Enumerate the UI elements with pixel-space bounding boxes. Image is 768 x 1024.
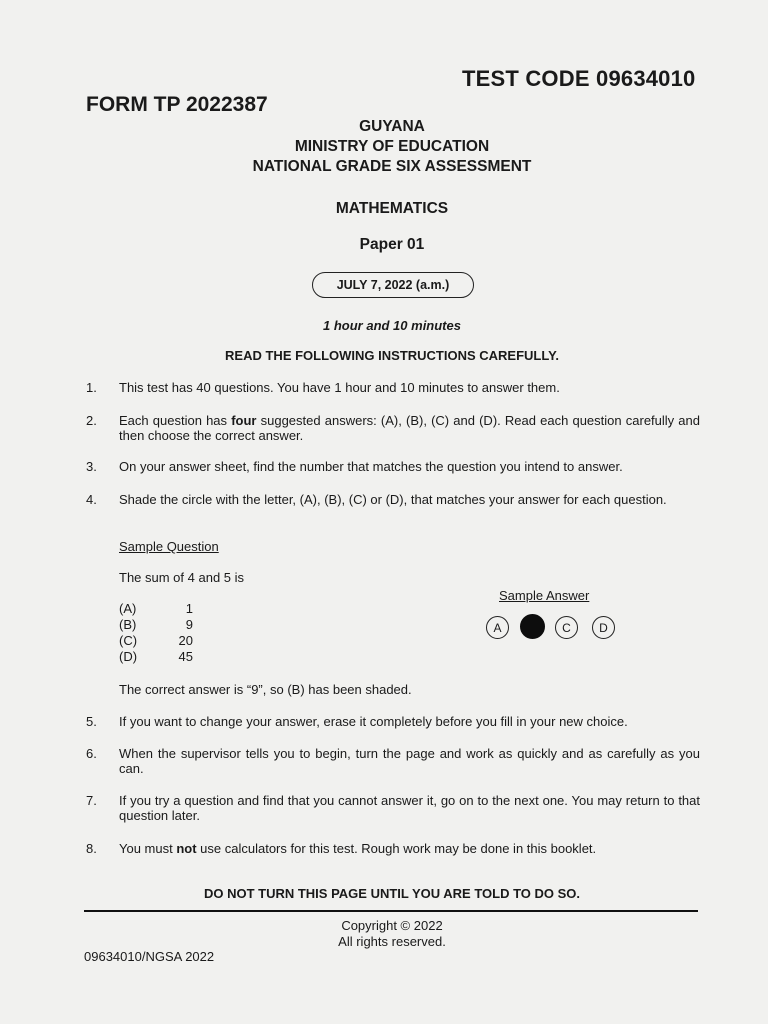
instruction-number: 6. — [86, 746, 97, 761]
subject-heading: MATHEMATICS — [335, 200, 449, 217]
instruction-text: Each question has four suggested answers: (A), (B), (C) and (D). Read each question carefully and then choose the correct answer. — [119, 413, 701, 443]
instruction-text: If you want to change your answer, erase it completely before you fill in your new choice. — [119, 714, 628, 729]
answer-bubble-c: C — [555, 616, 578, 639]
option-value: 45 — [178, 649, 193, 664]
option-value: 1 — [185, 601, 193, 616]
do-not-turn-warning: DO NOT TURN THIS PAGE UNTIL YOU ARE TOLD TO DO SO. — [203, 886, 581, 901]
instruction-text: This test has 40 questions. You have 1 hour and 10 minutes to answer them. — [119, 380, 560, 395]
instruction-number: 8. — [86, 841, 97, 856]
instruction-number: 1. — [86, 380, 97, 395]
instruction-text: When the supervisor tells you to begin, turn the page and work as quickly and as carefully as you can. — [119, 746, 700, 776]
sample-question-title: Sample Question — [119, 539, 219, 554]
form-code: FORM TP 2022387 — [86, 93, 268, 116]
footer-divider — [84, 910, 698, 912]
exam-duration: 1 hour and 10 minutes — [323, 318, 461, 333]
instruction-text: Shade the circle with the letter, (A), (B), (C) or (D), that matches your answer for each question. — [119, 492, 667, 507]
instruction-number: 4. — [86, 492, 97, 507]
test-code: TEST CODE 09634010 — [462, 66, 696, 91]
paper-reference: 09634010/NGSA 2022 — [84, 949, 215, 964]
option-letter: (A) — [119, 601, 137, 616]
instruction-number: 3. — [86, 459, 97, 474]
instruction-number: 2. — [86, 413, 97, 428]
paper-heading: Paper 01 — [359, 236, 425, 253]
sample-correct-note: The correct answer is “9”, so (B) has been shaded. — [119, 682, 412, 697]
instruction-number: 7. — [86, 793, 97, 808]
instruction-number: 5. — [86, 714, 97, 729]
sample-question-stem: The sum of 4 and 5 is — [119, 570, 245, 585]
answer-bubble-a: A — [486, 616, 509, 639]
option-letter: (B) — [119, 617, 137, 632]
exam-date-box: JULY 7, 2022 (a.m.) — [312, 272, 474, 298]
option-letter: (C) — [119, 633, 138, 648]
answer-bubble-d: D — [592, 616, 615, 639]
instruction-text: On your answer sheet, find the number that matches the question you intend to answer. — [119, 459, 623, 474]
instruction-text: If you try a question and find that you cannot answer it, go on to the next one. You may return to that question later. — [119, 793, 700, 823]
assessment-heading: NATIONAL GRADE SIX ASSESSMENT — [252, 158, 532, 175]
option-letter: (D) — [119, 649, 138, 664]
option-value: 20 — [178, 633, 193, 648]
instruction-text: You must not use calculators for this test. Rough work may be done in this booklet. — [119, 841, 597, 856]
instructions-heading: READ THE FOLLOWING INSTRUCTIONS CAREFULLY. — [225, 348, 559, 363]
option-value: 9 — [185, 617, 193, 632]
answer-bubble-b-filled — [520, 614, 545, 639]
ministry-heading: MINISTRY OF EDUCATION — [294, 138, 490, 155]
sample-answer-title: Sample Answer — [499, 588, 590, 603]
country-heading: GUYANA — [359, 118, 425, 135]
rights-line: All rights reserved. — [338, 934, 446, 949]
copyright-line: Copyright © 2022 — [341, 918, 443, 933]
